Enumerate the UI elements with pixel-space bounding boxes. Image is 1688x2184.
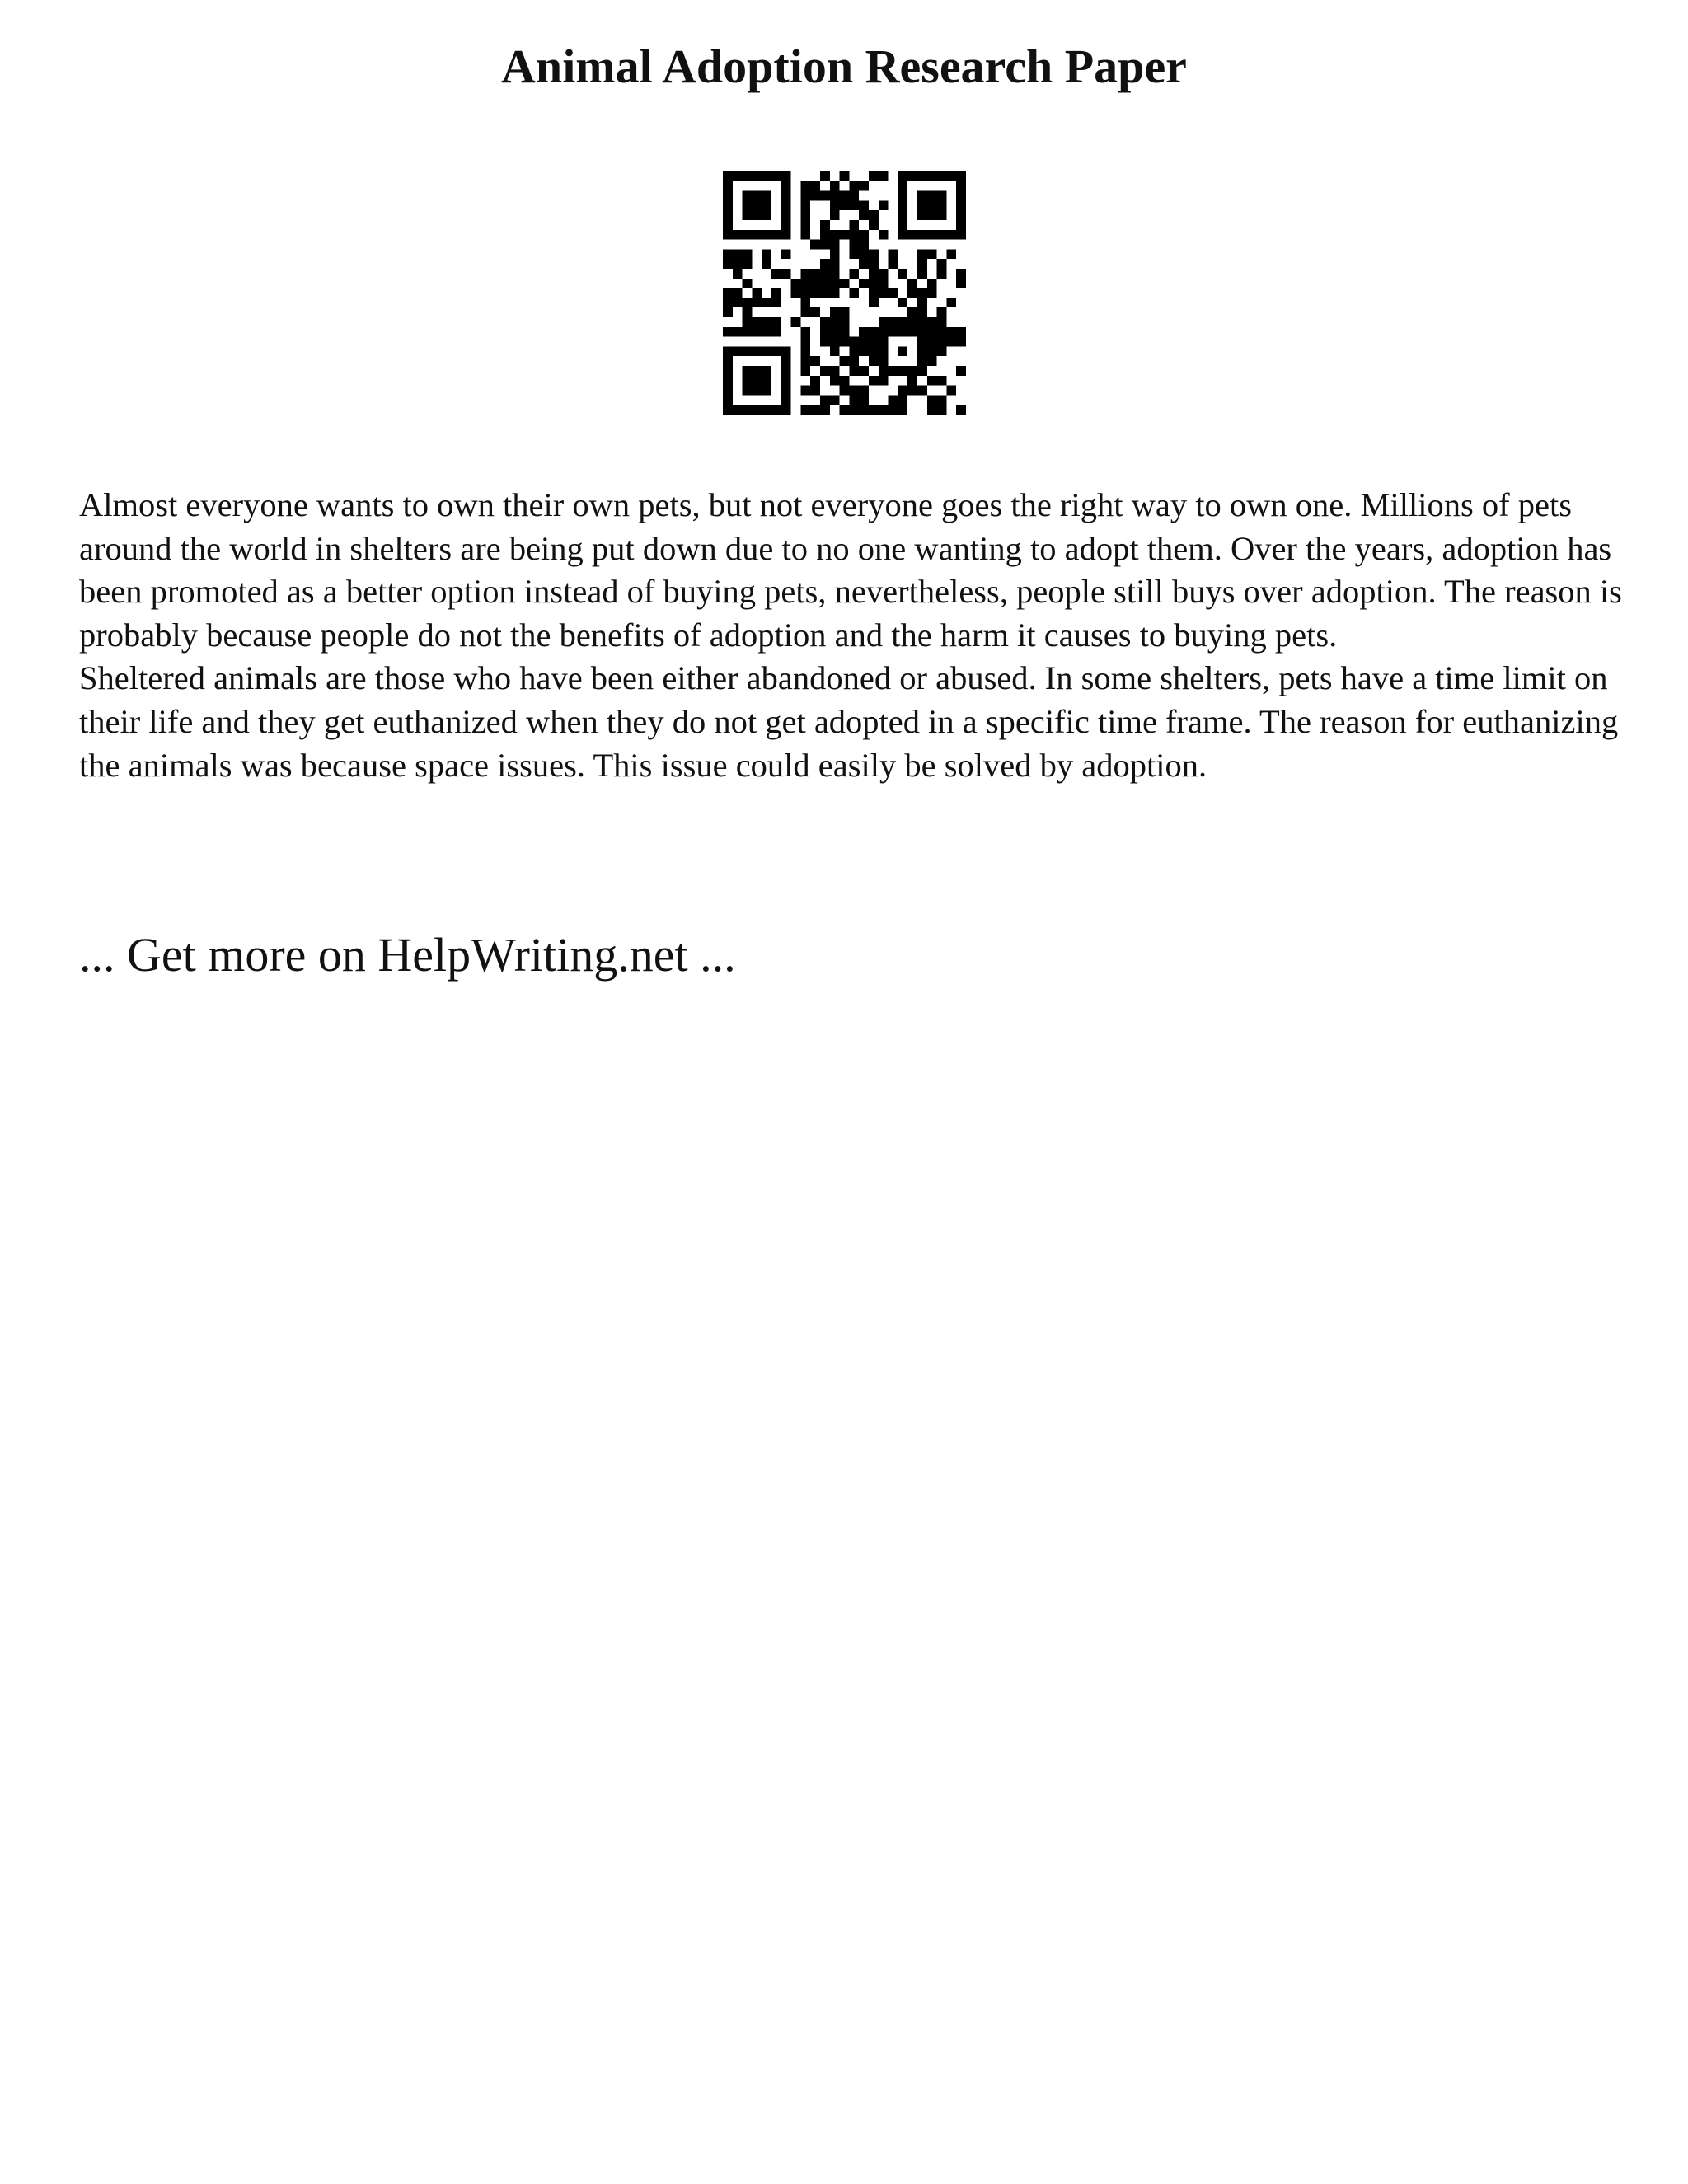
get-more-link[interactable]: ... Get more on HelpWriting.net ... <box>79 928 736 982</box>
qr-code <box>723 171 966 415</box>
paragraph-2: Sheltered animals are those who have been either abandoned or abused. In some shelters, pets have a time limit on their life and they get euthanized when they do not get adopted in a specific time frame. The reason for euthanizing the animals was because space issues. This issue could easily be solved by adoption. <box>79 659 1619 784</box>
article-body <box>79 484 1629 787</box>
page-title: Animal Adoption Research Paper <box>501 40 1187 93</box>
paragraph-1: Almost everyone wants to own their own pets, but not everyone goes the right way to own one. Millions of pets around the world in shelters are being put down due to no one wanting to adopt them. Over the years, adoption has been promoted as a better option instead of buying pets, nevertheless, people still buys over adoption. The reason is probably because people do not the benefits of adoption and the harm it causes to buying pets. <box>79 486 1622 654</box>
